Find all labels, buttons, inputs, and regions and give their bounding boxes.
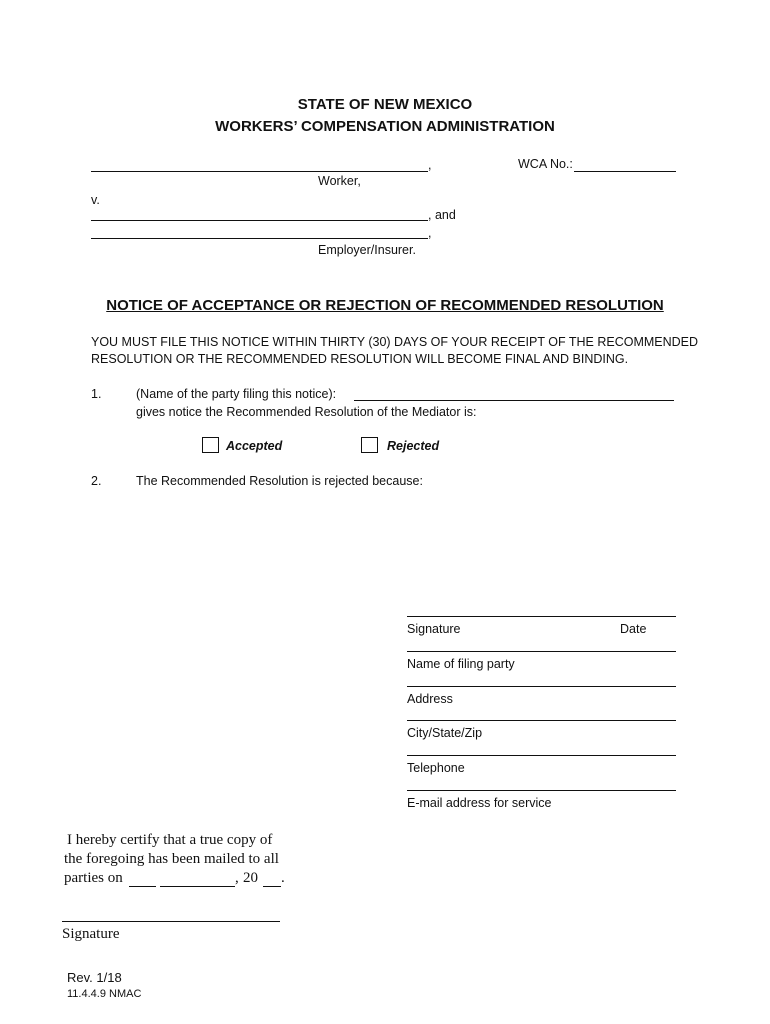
rejection-reason-label: The Recommended Resolution is rejected because: bbox=[136, 474, 423, 488]
caption-comma: , bbox=[428, 158, 432, 172]
telephone-line[interactable] bbox=[407, 755, 676, 756]
item-1-number: 1. bbox=[91, 387, 102, 401]
filing-party-line[interactable] bbox=[407, 651, 676, 652]
certificate-line-2: the foregoing has been mailed to all bbox=[64, 851, 279, 867]
employer-name-line-2[interactable] bbox=[91, 238, 428, 239]
mail-day-line[interactable] bbox=[129, 886, 156, 887]
telephone-label: Telephone bbox=[407, 761, 465, 775]
party-name-label: (Name of the party filing this notice): bbox=[136, 387, 337, 401]
email-label: E-mail address for service bbox=[407, 796, 552, 810]
caption-comma-2: , bbox=[428, 226, 432, 240]
signature-label: Signature bbox=[407, 622, 461, 636]
worker-name-line[interactable] bbox=[91, 171, 428, 172]
city-state-zip-label: City/State/Zip bbox=[407, 726, 483, 740]
certificate-period: . bbox=[281, 870, 285, 886]
header-agency: WORKERS’ COMPENSATION ADMINISTRATION bbox=[215, 118, 555, 135]
rejected-label: Rejected bbox=[387, 439, 440, 453]
filing-party-label: Name of filing party bbox=[407, 657, 515, 671]
instruction-line-2: RESOLUTION OR THE RECOMMENDED RESOLUTION WILL BECOME FINAL AND BINDING. bbox=[91, 352, 629, 366]
certificate-line-1: I hereby certify that a true copy of bbox=[67, 832, 273, 848]
certificate-signature-label: Signature bbox=[62, 926, 120, 942]
party-name-line[interactable] bbox=[354, 400, 674, 401]
certificate-year-prefix: 20 bbox=[243, 870, 258, 886]
item-2-number: 2. bbox=[91, 474, 102, 488]
rejected-checkbox[interactable] bbox=[361, 437, 378, 453]
accepted-checkbox[interactable] bbox=[202, 437, 219, 453]
wca-no-line[interactable] bbox=[574, 171, 676, 172]
address-line[interactable] bbox=[407, 686, 676, 687]
versus-label: v. bbox=[91, 193, 100, 207]
notice-title: NOTICE OF ACCEPTANCE OR REJECTION OF RECOMMENDED RESOLUTION bbox=[106, 297, 664, 314]
accepted-label: Accepted bbox=[226, 439, 283, 453]
mail-year-line[interactable] bbox=[263, 886, 281, 887]
signature-line[interactable] bbox=[407, 616, 676, 617]
revision-label: Rev. 1/18 bbox=[67, 970, 122, 985]
date-label: Date bbox=[620, 622, 647, 636]
header-state: STATE OF NEW MEXICO bbox=[297, 96, 473, 113]
mail-month-line[interactable] bbox=[160, 886, 235, 887]
instruction-line-1: YOU MUST FILE THIS NOTICE WITHIN THIRTY (30) DAYS OF YOUR RECEIPT OF THE RECOMMENDED bbox=[91, 335, 699, 349]
address-label: Address bbox=[407, 692, 453, 706]
nmac-reference: 11.4.4.9 NMAC bbox=[67, 988, 142, 1000]
gives-notice-text: gives notice the Recommended Resolution of the Mediator is: bbox=[136, 405, 477, 419]
certificate-line-3-prefix: parties on bbox=[64, 870, 123, 886]
worker-label: Worker, bbox=[318, 174, 361, 188]
employer-label: Employer/Insurer. bbox=[318, 243, 416, 257]
email-line[interactable] bbox=[407, 790, 676, 791]
city-state-zip-line[interactable] bbox=[407, 720, 676, 721]
wca-no-label: WCA No.: bbox=[518, 157, 573, 171]
and-label: , and bbox=[428, 208, 456, 222]
certificate-signature-line[interactable] bbox=[62, 921, 280, 922]
employer-name-line-1[interactable] bbox=[91, 220, 428, 221]
certificate-comma: , bbox=[235, 870, 239, 886]
